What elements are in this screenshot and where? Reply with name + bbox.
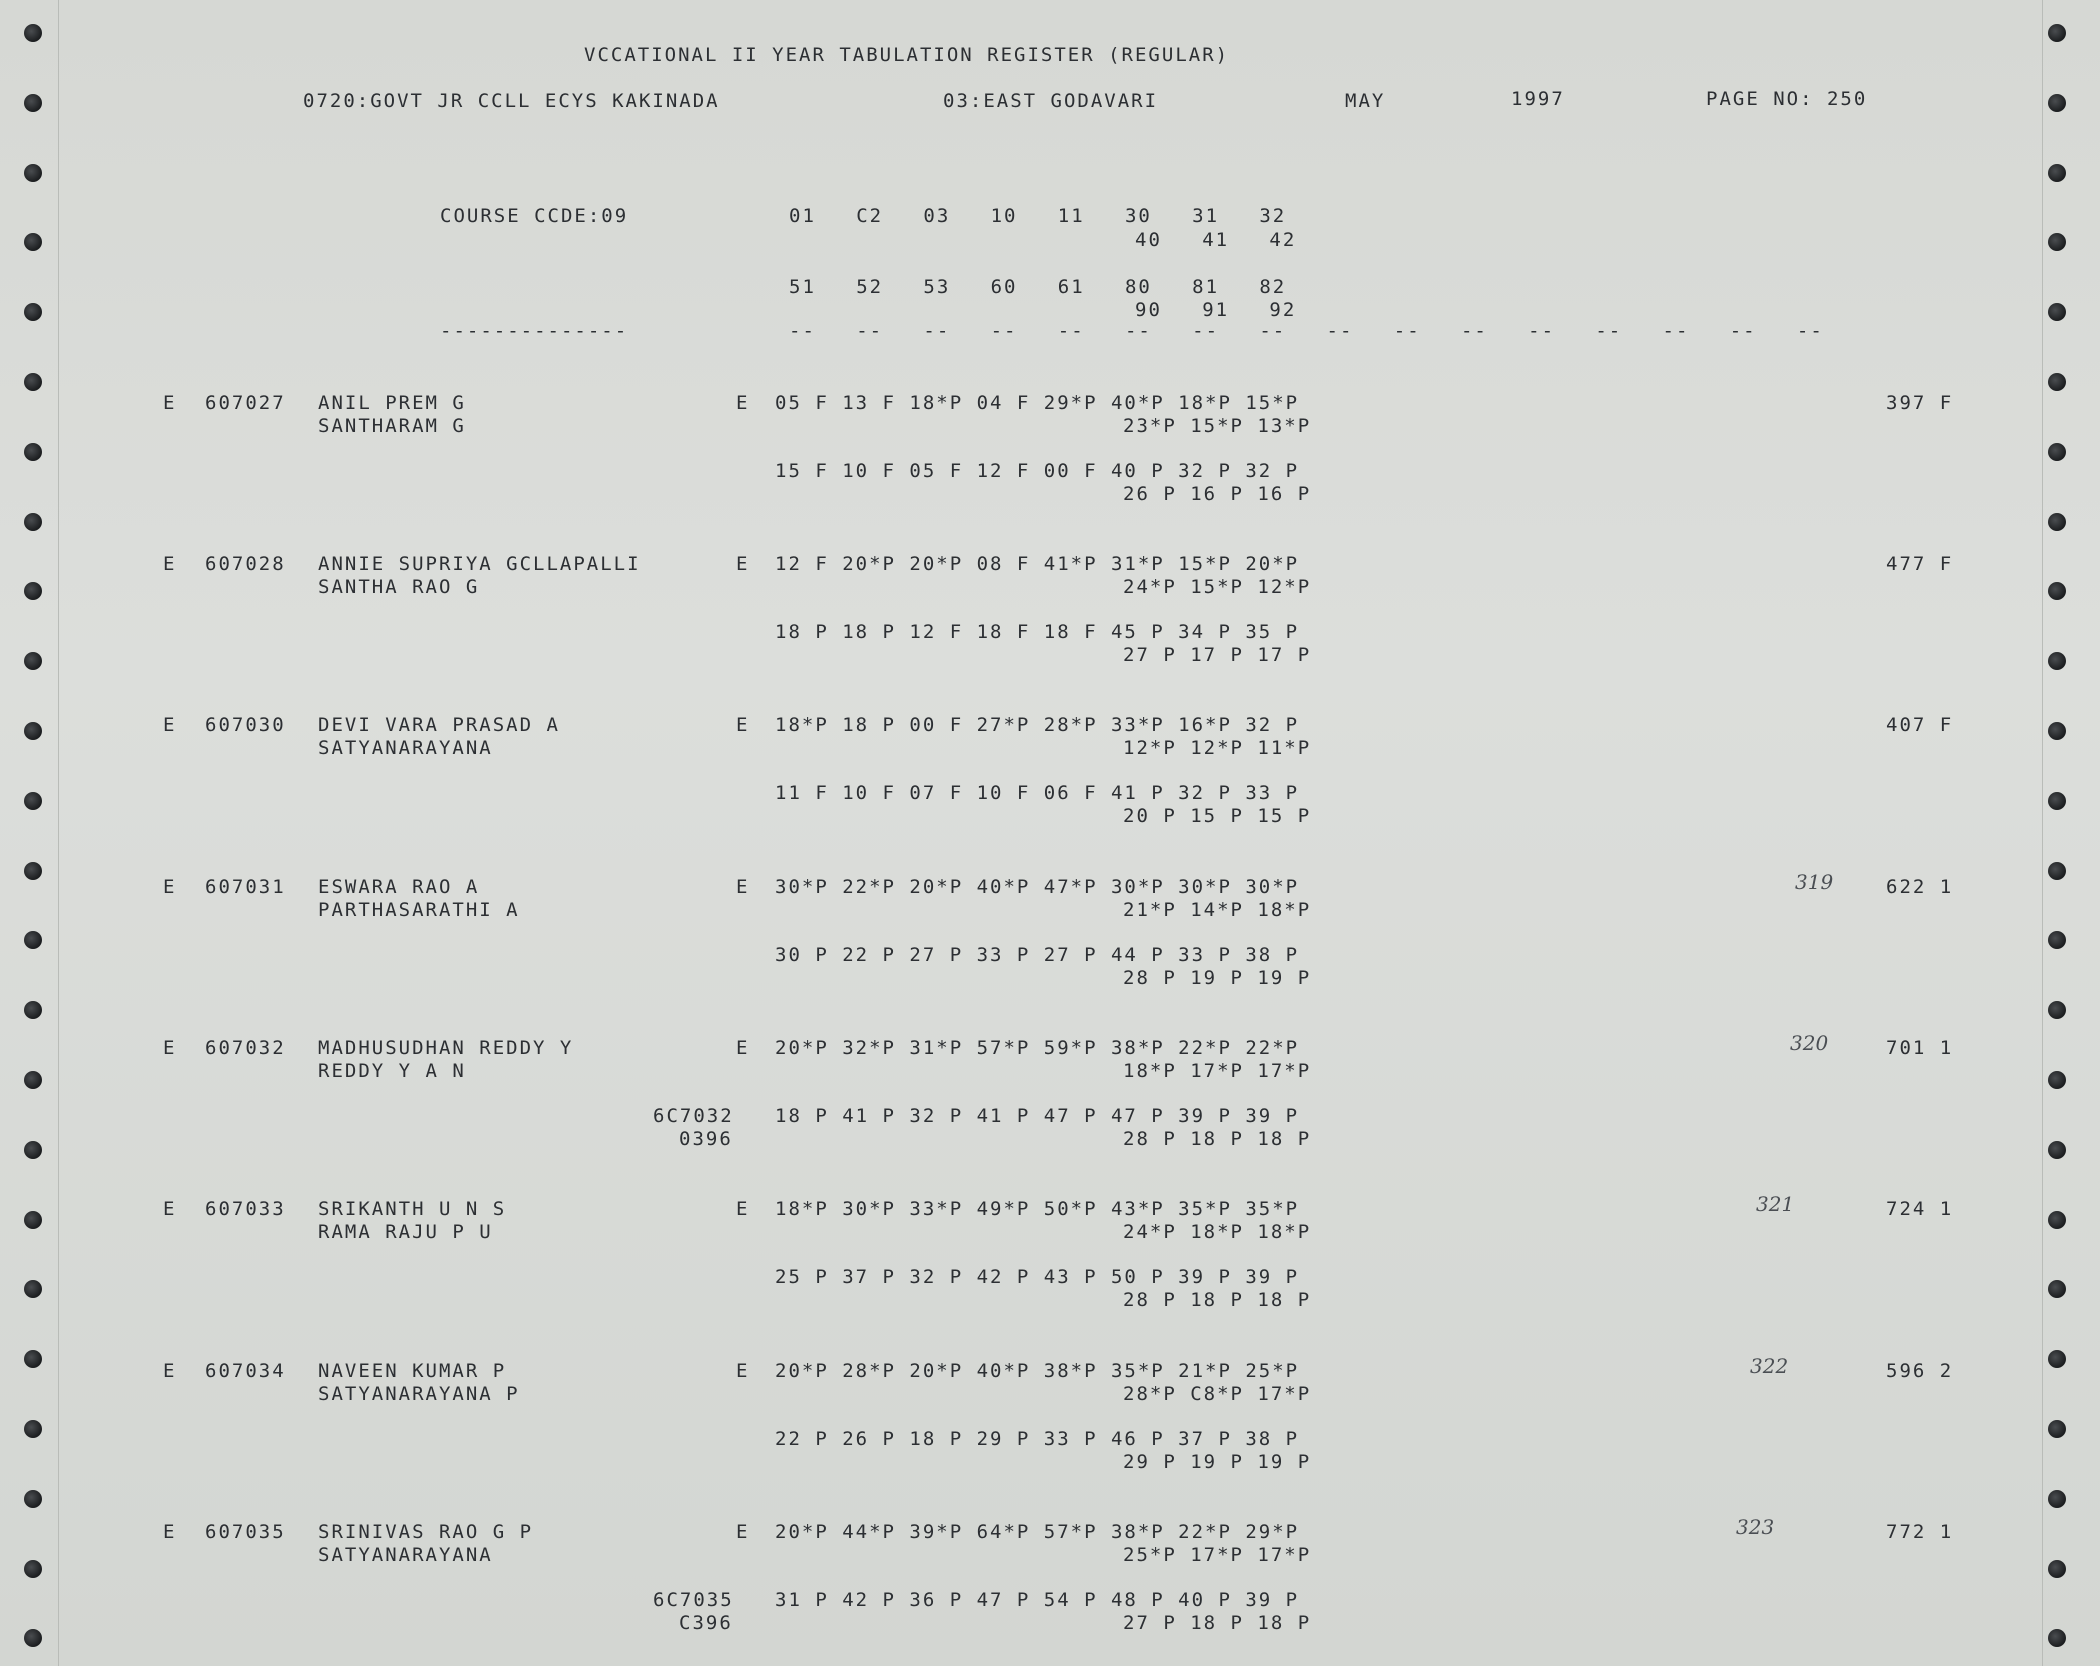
total-result: 622 1 <box>1886 876 1954 898</box>
total-result: 397 F <box>1886 392 1954 414</box>
record-flag: E <box>163 876 177 898</box>
feed-hole <box>2048 1071 2066 1089</box>
header-rule-columns: -- -- -- -- -- -- -- -- -- -- -- -- -- -- -- -- <box>789 320 1824 342</box>
father-name: RAMA RAJU P U <box>318 1221 493 1243</box>
handwritten-serial: 322 <box>1750 1354 1789 1378</box>
marks-row2: 15 F 10 F 05 F 12 F 00 F 40 P 32 P 32 P <box>775 460 1300 482</box>
exam-year: 1997 <box>1511 88 1565 110</box>
feed-hole <box>2048 1490 2066 1508</box>
marks-row1: 18*P 30*P 33*P 49*P 50*P 43*P 35*P 35*P <box>775 1198 1300 1220</box>
hall-ticket-number: 607035 <box>205 1521 286 1543</box>
feed-hole <box>2048 233 2066 251</box>
total-result: 407 F <box>1886 714 1954 736</box>
feed-hole <box>2048 1141 2066 1159</box>
marks-row2: 18 P 18 P 12 F 18 F 18 F 45 P 34 P 35 P <box>775 621 1300 643</box>
feed-hole <box>2048 373 2066 391</box>
feed-hole <box>2048 792 2066 810</box>
feed-hole <box>24 1350 42 1368</box>
feed-hole <box>2048 164 2066 182</box>
marks-row1-extra: 12*P 12*P 11*P <box>1123 737 1312 759</box>
marks-row2: 25 P 37 P 32 P 42 P 43 P 50 P 39 P 39 P <box>775 1266 1300 1288</box>
medium-code: E <box>736 1198 750 1220</box>
father-name: REDDY Y A N <box>318 1060 466 1082</box>
feed-hole <box>24 582 42 600</box>
marks-row1-extra: 24*P 15*P 12*P <box>1123 576 1312 598</box>
feed-hole <box>24 373 42 391</box>
medium-code: E <box>736 714 750 736</box>
medium-code: E <box>736 553 750 575</box>
header-rule-label: -------------- <box>440 320 629 342</box>
feed-hole <box>2048 722 2066 740</box>
hall-ticket-number: 607032 <box>205 1037 286 1059</box>
feed-hole <box>24 862 42 880</box>
feed-hole <box>2048 1001 2066 1019</box>
student-name: DEVI VARA PRASAD A <box>318 714 560 736</box>
record-flag: E <box>163 1360 177 1382</box>
record-flag: E <box>163 1521 177 1543</box>
marks-row1-extra: 25*P 17*P 17*P <box>1123 1544 1312 1566</box>
feed-hole <box>24 792 42 810</box>
feed-hole <box>2048 1629 2066 1647</box>
feed-hole <box>2048 513 2066 531</box>
feed-hole <box>24 652 42 670</box>
feed-hole <box>2048 94 2066 112</box>
page-number: PAGE NO: 250 <box>1706 88 1868 110</box>
marks-row2: 31 P 42 P 36 P 47 P 54 P 48 P 40 P 39 P <box>775 1589 1300 1611</box>
handwritten-serial: 323 <box>1736 1515 1775 1539</box>
feed-hole <box>24 722 42 740</box>
total-result: 772 1 <box>1886 1521 1954 1543</box>
reference-code: C396 <box>679 1612 733 1634</box>
feed-hole <box>24 1490 42 1508</box>
record-flag: E <box>163 1198 177 1220</box>
father-name: SATYANARAYANA <box>318 737 493 759</box>
total-result: 724 1 <box>1886 1198 1954 1220</box>
college-name: 0720:GOVT JR CCLL ECYS KAKINADA <box>303 90 720 112</box>
subject-codes-row1: 01 C2 03 10 11 30 31 32 <box>789 205 1287 227</box>
record-flag: E <box>163 553 177 575</box>
feed-hole <box>2048 931 2066 949</box>
subject-codes-row2b: 90 91 92 <box>1135 299 1297 321</box>
marks-row1: 12 F 20*P 20*P 08 F 41*P 31*P 15*P 20*P <box>775 553 1300 575</box>
perforation-line-right <box>2042 0 2043 1666</box>
marks-row2: 30 P 22 P 27 P 33 P 27 P 44 P 33 P 38 P <box>775 944 1300 966</box>
feed-hole <box>2048 652 2066 670</box>
marks-row2-extra: 27 P 17 P 17 P <box>1123 644 1312 666</box>
father-name: SATYANARAYANA <box>318 1544 493 1566</box>
handwritten-serial: 320 <box>1790 1031 1829 1055</box>
student-name: ANNIE SUPRIYA GCLLAPALLI <box>318 553 641 575</box>
feed-hole <box>24 513 42 531</box>
feed-hole <box>24 1001 42 1019</box>
total-result: 477 F <box>1886 553 1954 575</box>
feed-hole <box>2048 582 2066 600</box>
feed-hole <box>24 164 42 182</box>
feed-hole <box>2048 862 2066 880</box>
marks-row1: 05 F 13 F 18*P 04 F 29*P 40*P 18*P 15*P <box>775 392 1300 414</box>
feed-hole <box>24 1141 42 1159</box>
father-name: SANTHARAM G <box>318 415 466 437</box>
exam-month: MAY <box>1345 90 1386 112</box>
marks-row2-extra: 26 P 16 P 16 P <box>1123 483 1312 505</box>
record-flag: E <box>163 714 177 736</box>
marks-row1-extra: 23*P 15*P 13*P <box>1123 415 1312 437</box>
student-name: ANIL PREM G <box>318 392 466 414</box>
marks-row1-extra: 18*P 17*P 17*P <box>1123 1060 1312 1082</box>
hall-ticket-number: 607031 <box>205 876 286 898</box>
feed-hole <box>2048 1560 2066 1578</box>
marks-row2-extra: 28 P 18 P 18 P <box>1123 1128 1312 1150</box>
record-flag: E <box>163 392 177 414</box>
feed-hole <box>24 443 42 461</box>
feed-hole <box>2048 303 2066 321</box>
father-name: SATYANARAYANA P <box>318 1383 520 1405</box>
student-name: NAVEEN KUMAR P <box>318 1360 507 1382</box>
hall-ticket-number: 607033 <box>205 1198 286 1220</box>
medium-code: E <box>736 392 750 414</box>
feed-hole <box>2048 24 2066 42</box>
total-result: 701 1 <box>1886 1037 1954 1059</box>
feed-hole <box>24 94 42 112</box>
marks-row1: 20*P 32*P 31*P 57*P 59*P 38*P 22*P 22*P <box>775 1037 1300 1059</box>
medium-code: E <box>736 1521 750 1543</box>
marks-row2: 18 P 41 P 32 P 41 P 47 P 47 P 39 P 39 P <box>775 1105 1300 1127</box>
student-name: SRINIVAS RAO G P <box>318 1521 534 1543</box>
hall-ticket-number: 607030 <box>205 714 286 736</box>
student-name: ESWARA RAO A <box>318 876 480 898</box>
subject-codes-row2: 51 52 53 60 61 80 81 82 <box>789 276 1287 298</box>
district-name: 03:EAST GODAVARI <box>943 90 1159 112</box>
feed-hole <box>24 1560 42 1578</box>
feed-hole <box>2048 443 2066 461</box>
course-code-label: COURSE CCDE:09 <box>440 205 629 227</box>
handwritten-serial: 319 <box>1795 870 1834 894</box>
marks-row2-extra: 29 P 19 P 19 P <box>1123 1451 1312 1473</box>
feed-hole <box>2048 1280 2066 1298</box>
reference-code: 0396 <box>679 1128 733 1150</box>
hall-ticket-number: 607027 <box>205 392 286 414</box>
marks-row2-extra: 20 P 15 P 15 P <box>1123 805 1312 827</box>
marks-row2-extra: 28 P 18 P 18 P <box>1123 1289 1312 1311</box>
feed-hole <box>24 233 42 251</box>
hall-ticket-number: 607028 <box>205 553 286 575</box>
marks-row2: 11 F 10 F 07 F 10 F 06 F 41 P 32 P 33 P <box>775 782 1300 804</box>
feed-hole <box>2048 1420 2066 1438</box>
student-name: MADHUSUDHAN REDDY Y <box>318 1037 574 1059</box>
marks-row2-extra: 27 P 18 P 18 P <box>1123 1612 1312 1634</box>
father-name: PARTHASARATHI A <box>318 899 520 921</box>
marks-row1-extra: 24*P 18*P 18*P <box>1123 1221 1312 1243</box>
feed-hole <box>24 24 42 42</box>
medium-code: E <box>736 876 750 898</box>
marks-row2-extra: 28 P 19 P 19 P <box>1123 967 1312 989</box>
register-title: VCCATIONAL II YEAR TABULATION REGISTER (REGULAR) <box>584 44 1230 66</box>
marks-row1: 20*P 44*P 39*P 64*P 57*P 38*P 22*P 29*P <box>775 1521 1300 1543</box>
reference-number: 6C7032 <box>653 1105 734 1127</box>
medium-code: E <box>736 1360 750 1382</box>
total-result: 596 2 <box>1886 1360 1954 1382</box>
feed-hole <box>24 931 42 949</box>
handwritten-serial: 321 <box>1756 1192 1795 1216</box>
marks-row1: 18*P 18 P 00 F 27*P 28*P 33*P 16*P 32 P <box>775 714 1300 736</box>
feed-hole <box>24 1420 42 1438</box>
father-name: SANTHA RAO G <box>318 576 480 598</box>
feed-hole <box>24 1071 42 1089</box>
hall-ticket-number: 607034 <box>205 1360 286 1382</box>
feed-hole <box>24 1211 42 1229</box>
student-name: SRIKANTH U N S <box>318 1198 507 1220</box>
feed-hole <box>24 1280 42 1298</box>
subject-codes-row1b: 40 41 42 <box>1135 229 1297 251</box>
feed-hole <box>24 303 42 321</box>
feed-hole <box>24 1629 42 1647</box>
perforation-line-left <box>58 0 59 1666</box>
feed-hole <box>2048 1350 2066 1368</box>
reference-number: 6C7035 <box>653 1589 734 1611</box>
medium-code: E <box>736 1037 750 1059</box>
marks-row1-extra: 28*P C8*P 17*P <box>1123 1383 1312 1405</box>
marks-row1: 20*P 28*P 20*P 40*P 38*P 35*P 21*P 25*P <box>775 1360 1300 1382</box>
record-flag: E <box>163 1037 177 1059</box>
feed-hole <box>2048 1211 2066 1229</box>
marks-row1: 30*P 22*P 20*P 40*P 47*P 30*P 30*P 30*P <box>775 876 1300 898</box>
marks-row2: 22 P 26 P 18 P 29 P 33 P 46 P 37 P 38 P <box>775 1428 1300 1450</box>
marks-row1-extra: 21*P 14*P 18*P <box>1123 899 1312 921</box>
